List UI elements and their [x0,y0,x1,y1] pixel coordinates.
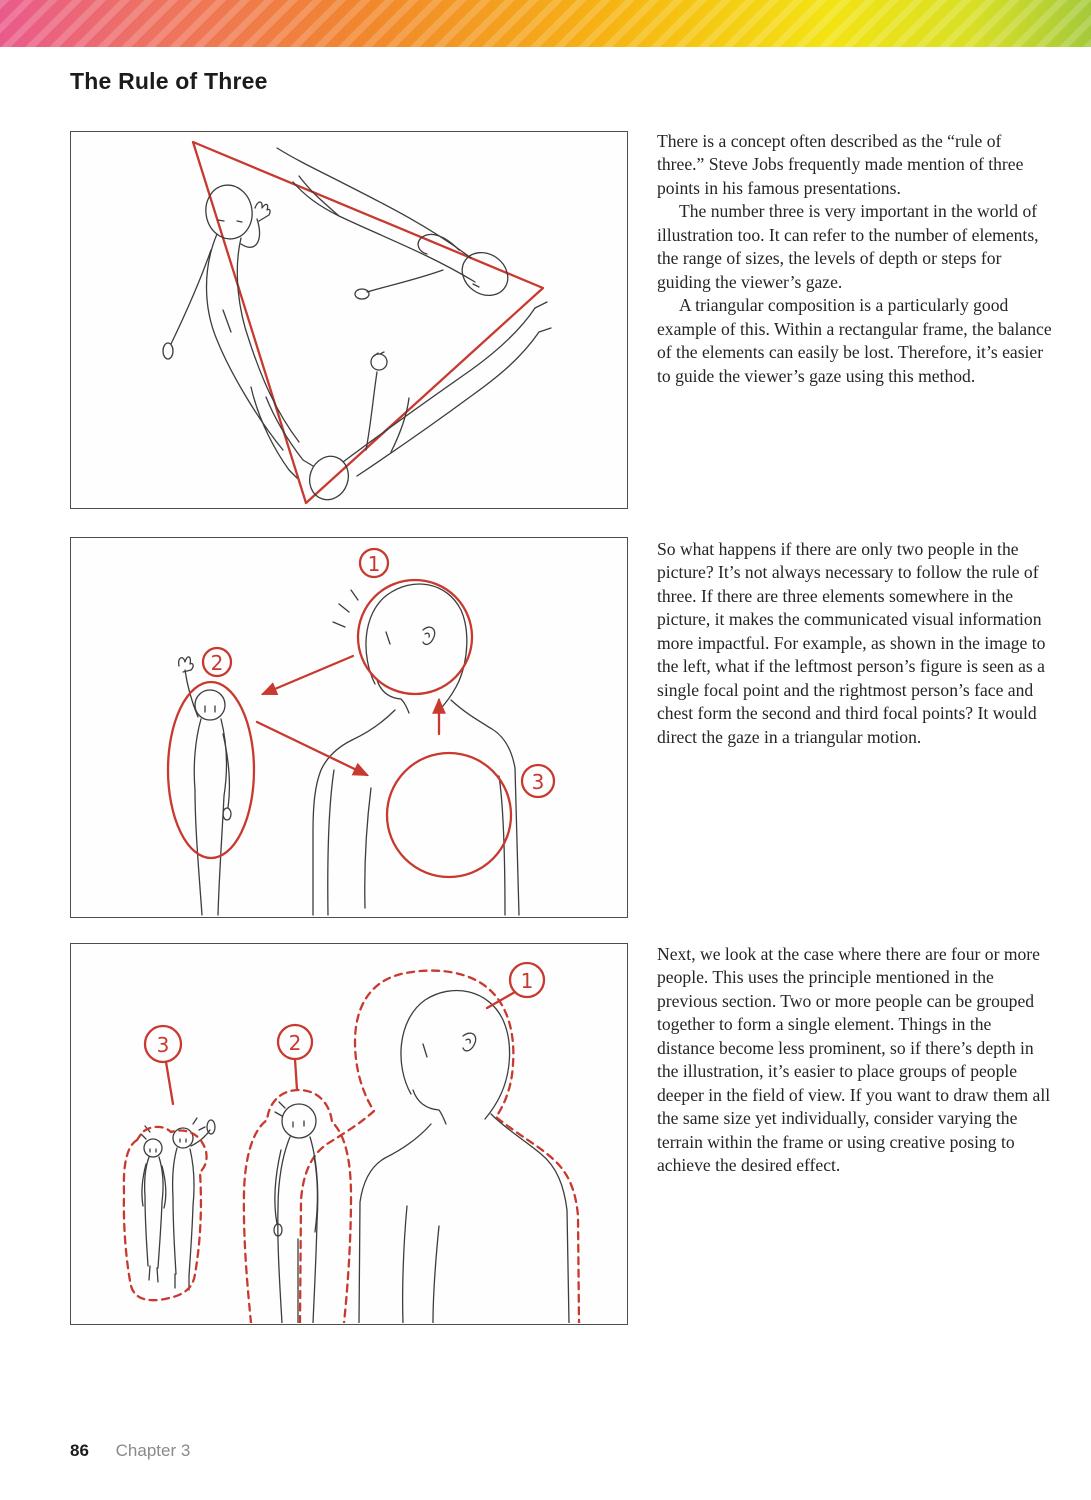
triangle-composition-drawing [71,132,626,507]
paragraph: Next, we look at the case where there are four or more people. This uses the principle mentioned in the previous section. Two or more people can be grouped together to form a single element. Things in the distance become less prominent, so if there’s depth in the illustration, it’s easier to place groups of people deeper in the field of view. If you want to draw them all the same size yet individually, consider varying the terrain within the frame or using creative posing to achieve the desired effect. [657,944,1051,1176]
two-people-drawing [71,538,626,916]
focal-circle-head [358,580,472,694]
badge-label-3: 3 [156,1033,170,1057]
red-annotations [168,549,554,877]
paragraph: The number three is very important in the world of illustration too. It can refer to the number of elements, the range of sizes, the levels of depth or steps for guiding the viewer’s gaze. [657,201,1039,292]
body-text-two-people [657,538,1053,749]
figure-panel-triangle-composition [70,131,628,509]
badge-label-2: 2 [210,651,224,675]
paragraph: A triangular composition is a particularly good example of this. Within a rectangular frame, the balance of the elements can easily be lost. Therefore, it’s easier to guide the viewer’s gaze using this method. [657,295,1052,386]
figure-panel-grouped-people [70,943,628,1325]
badge-label-1: 1 [520,969,534,993]
paragraph: So what happens if there are only two people in the picture? It’s not always necessary to follow the rule of three. If there are three elements somewhere in the picture, it makes the communicated visual information more impactful. For example, as shown in the image to the left, what if the leftmost person’s figure is seen as a single focal point and the rightmost person’s face and chest form the second and third focal points? It would direct the gaze in a triangular motion. [657,539,1046,747]
arrow-small-figure-to-chest [257,722,367,775]
grouped-people-drawing [71,944,626,1323]
focal-circle-chest [387,753,511,877]
large-figure [300,971,579,1323]
chapter-label: Chapter 3 [115,1441,191,1460]
arrow-head-to-small-figure [263,656,353,694]
focal-ellipse-small-figure [168,682,254,858]
body-text-grouped-people [657,943,1053,1178]
page-title: The Rule of Three [70,68,268,94]
page-number: 86 [70,1441,89,1460]
figure-left [163,181,313,478]
figure-panel-two-people [70,537,628,918]
page-footer [70,1441,190,1461]
badge-label-1: 1 [367,552,381,576]
badge-3-leader-line [166,1062,173,1104]
badge-label-2: 2 [288,1031,302,1055]
large-figure [313,584,519,915]
badge-label-3: 3 [531,770,545,794]
small-group [124,1118,215,1300]
emphasis-marks [333,590,358,627]
dashed-outline-element-3 [124,1127,207,1300]
top-gradient-banner [0,0,1091,47]
badge-2-leader-line [295,1059,297,1090]
medium-figure [244,1090,351,1323]
paragraph: There is a concept often described as the “rule of three.” Steve Jobs frequently made mention of three points in his famous presentations. [657,131,1024,198]
figure-bottom-right [304,302,551,505]
body-text-rule-of-three [657,130,1053,388]
dashed-outline-element-1 [300,971,579,1323]
